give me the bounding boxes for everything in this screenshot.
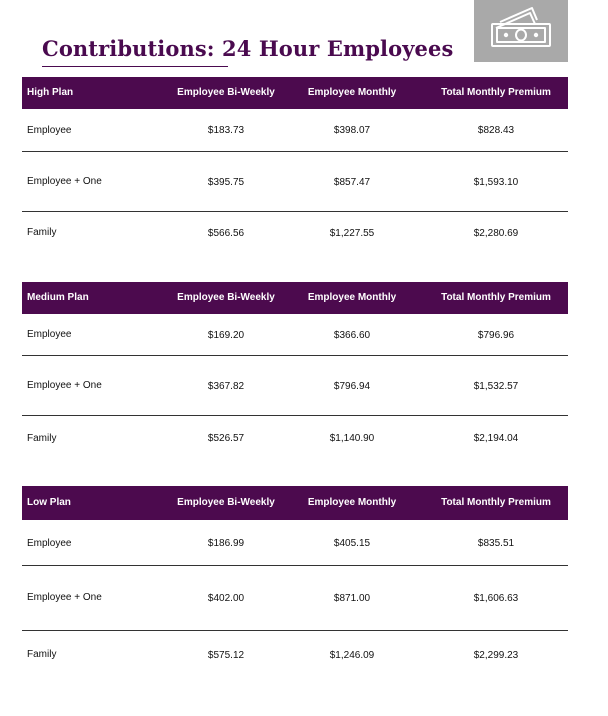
monthly-value: $871.00: [333, 593, 371, 604]
tier-label: Family: [27, 227, 57, 238]
monthly-value: $1,246.09: [329, 650, 375, 661]
plan-name: Low Plan: [27, 497, 71, 508]
plan-name: Medium Plan: [27, 292, 89, 303]
total-value: $796.96: [477, 330, 515, 341]
tier-label: Employee + One: [27, 592, 102, 603]
column-header-total: Total Monthly Premium: [441, 497, 551, 508]
monthly-value: $366.60: [333, 330, 371, 341]
table-row: [22, 152, 568, 212]
table-row: [22, 212, 568, 256]
biweekly-value: $395.75: [207, 177, 245, 188]
table-row: [22, 416, 568, 460]
biweekly-value: $575.12: [207, 650, 245, 661]
total-value: $828.43: [477, 125, 515, 136]
monthly-value: $796.94: [333, 381, 371, 392]
tier-label: Employee: [27, 329, 72, 340]
tier-label: Family: [27, 649, 57, 660]
tier-label: Employee: [27, 125, 72, 136]
biweekly-value: $526.57: [207, 433, 245, 444]
table-row: [22, 356, 568, 416]
monthly-value: $1,140.90: [329, 433, 375, 444]
page-title: Contributions: 24 Hour Employees: [42, 36, 454, 61]
biweekly-value: $367.82: [207, 381, 245, 392]
table-row: [22, 520, 568, 566]
column-header-monthly: Employee Monthly: [307, 497, 397, 508]
tier-label: Family: [27, 433, 57, 444]
high-plan-table: [22, 77, 568, 256]
table-row: [22, 566, 568, 631]
plan-name: High Plan: [27, 87, 74, 98]
table-row: [22, 631, 568, 681]
total-value: $1,532.57: [473, 381, 519, 392]
biweekly-value: $183.73: [207, 125, 245, 136]
column-header-monthly: Employee Monthly: [307, 87, 397, 98]
monthly-value: $405.15: [333, 538, 371, 549]
table-header: [22, 486, 568, 520]
biweekly-value: $169.20: [207, 330, 245, 341]
total-value: $2,299.23: [473, 650, 519, 661]
monthly-value: $398.07: [333, 125, 371, 136]
medium-plan-table: [22, 282, 568, 460]
money-bills-icon: [474, 0, 568, 62]
column-header-total: Total Monthly Premium: [441, 87, 551, 98]
total-value: $1,593.10: [473, 177, 519, 188]
total-value: $1,606.63: [473, 593, 519, 604]
table-header: [22, 77, 568, 109]
tier-label: Employee: [27, 538, 72, 549]
low-plan-table: [22, 486, 568, 681]
tier-label: Employee + One: [27, 176, 102, 187]
total-value: $835.51: [477, 538, 515, 549]
monthly-value: $857.47: [333, 177, 371, 188]
monthly-value: $1,227.55: [329, 228, 375, 239]
table-row: [22, 314, 568, 356]
column-header-biweekly: Employee Bi-Weekly: [177, 497, 275, 508]
column-header-monthly: Employee Monthly: [307, 292, 397, 303]
column-header-total: Total Monthly Premium: [441, 292, 551, 303]
table-header: [22, 282, 568, 314]
biweekly-value: $566.56: [207, 228, 245, 239]
biweekly-value: $186.99: [207, 538, 245, 549]
total-value: $2,194.04: [473, 433, 519, 444]
table-row: [22, 109, 568, 152]
column-header-biweekly: Employee Bi-Weekly: [177, 292, 275, 303]
biweekly-value: $402.00: [207, 593, 245, 604]
column-header-biweekly: Employee Bi-Weekly: [177, 87, 275, 98]
total-value: $2,280.69: [473, 228, 519, 239]
tier-label: Employee + One: [27, 380, 102, 391]
title-underline: [42, 66, 228, 67]
